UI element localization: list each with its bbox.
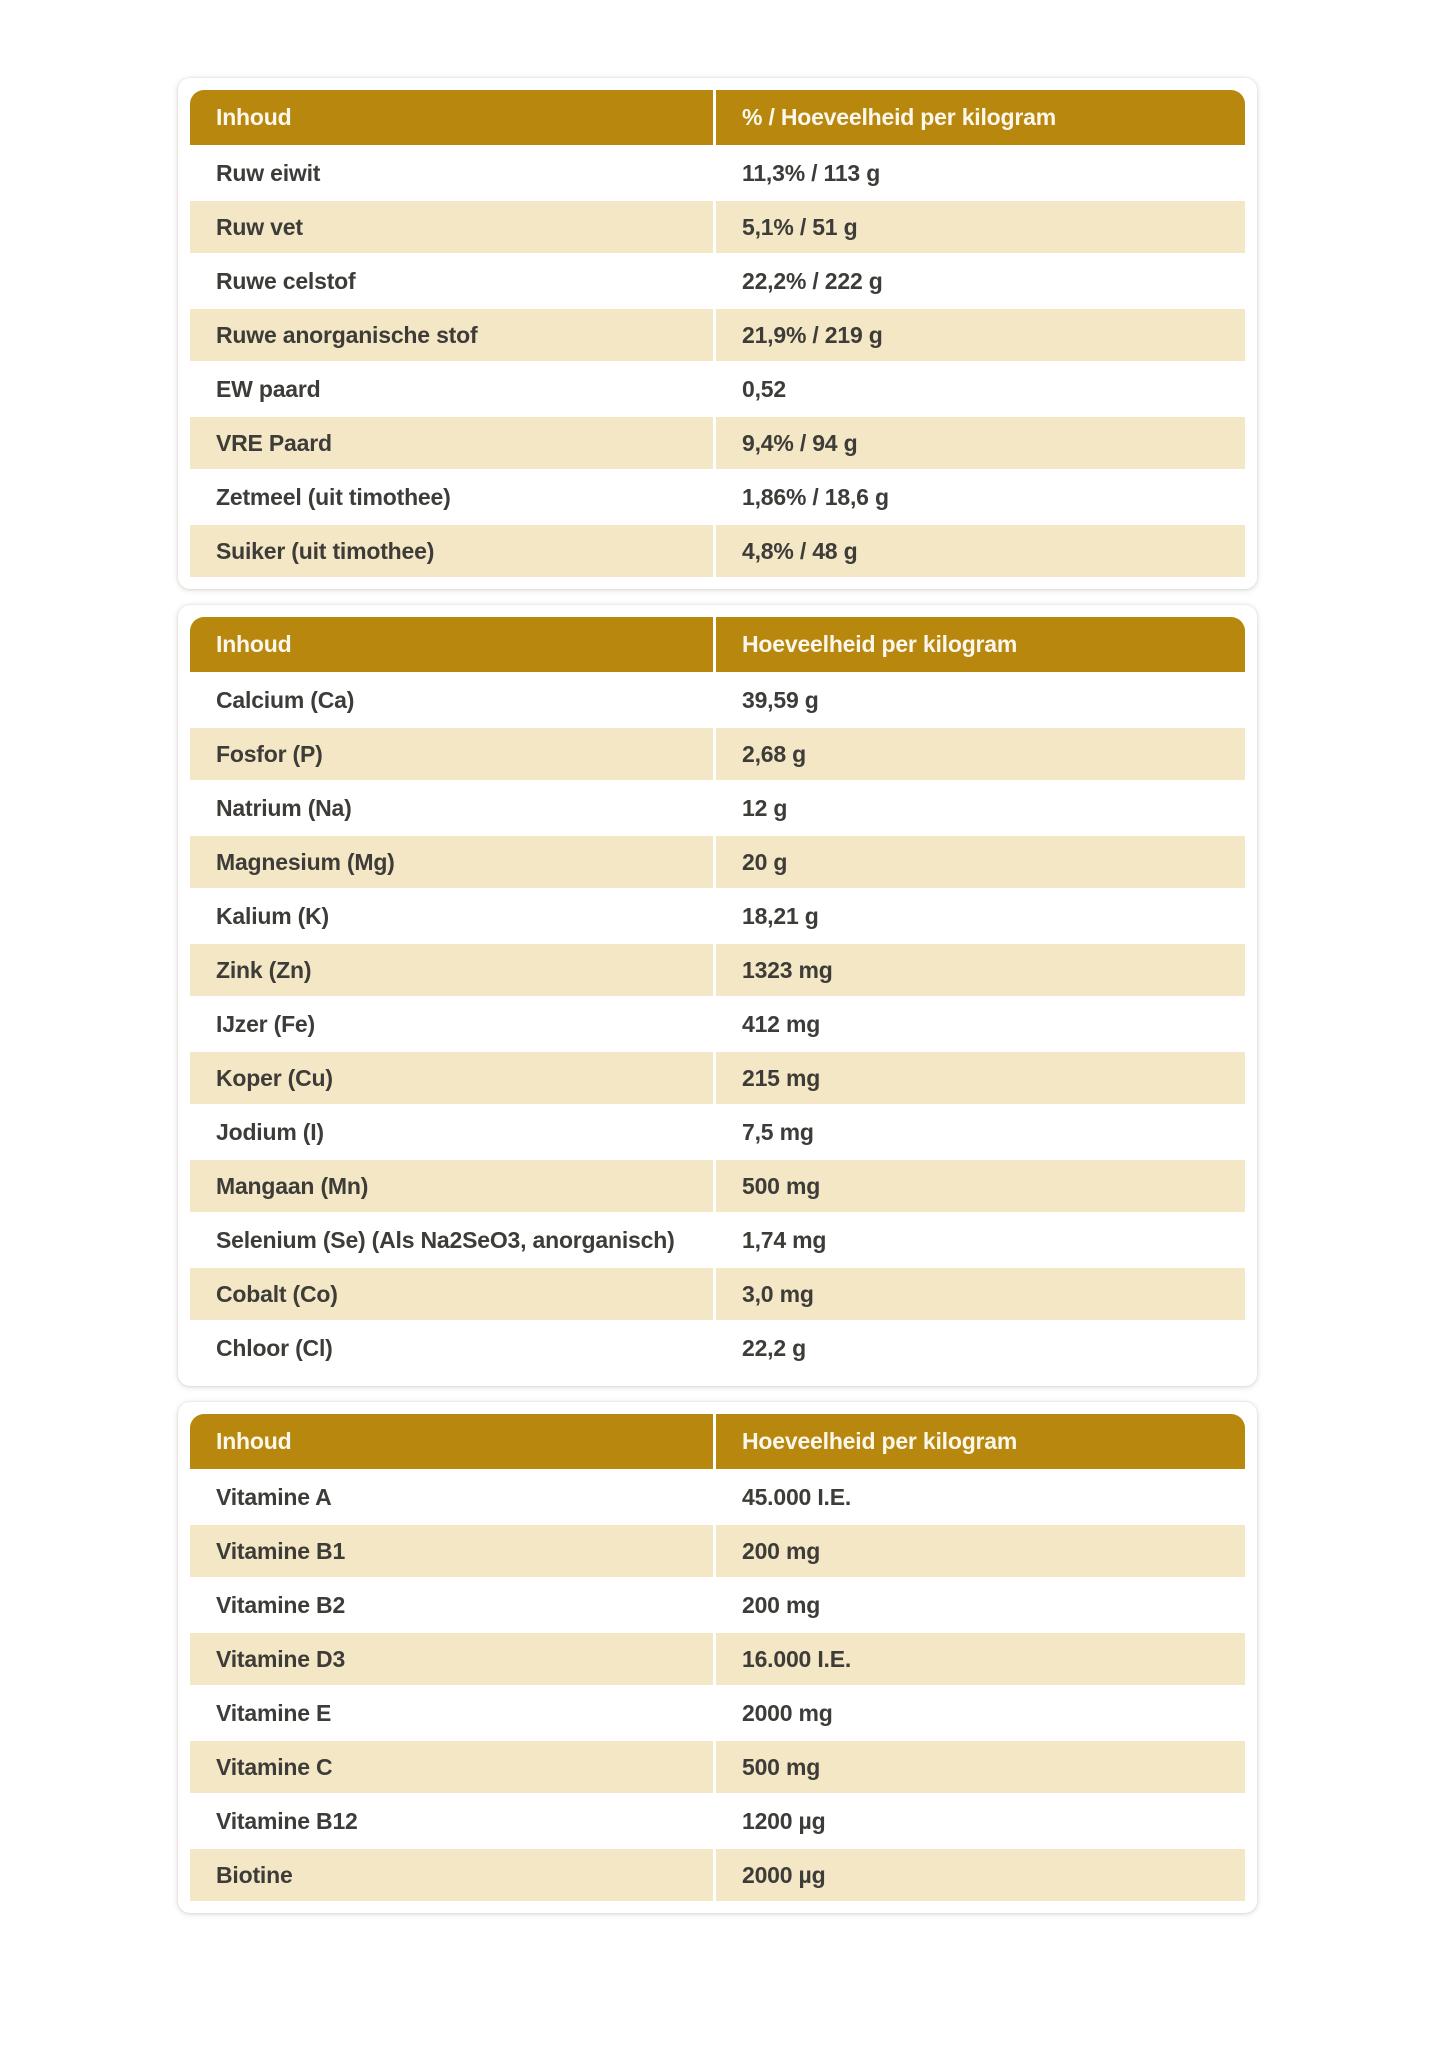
table-row — [190, 1849, 1245, 1901]
row-value: 200 mg — [716, 1579, 1245, 1631]
analytical-constituents-card — [178, 78, 1257, 589]
table-row — [190, 728, 1245, 780]
table-row — [190, 1052, 1245, 1104]
row-label: Cobalt (Co) — [190, 1268, 713, 1320]
table-row — [190, 1579, 1245, 1631]
row-label: Vitamine B2 — [190, 1579, 713, 1631]
column-header: Hoeveelheid per kilogram — [716, 617, 1245, 672]
table-row — [190, 309, 1245, 361]
row-label: Ruwe anorganische stof — [190, 309, 713, 361]
table-row — [190, 363, 1245, 415]
table-row — [190, 944, 1245, 996]
table-row — [190, 525, 1245, 577]
row-label: Natrium (Na) — [190, 782, 713, 834]
row-value: 39,59 g — [716, 674, 1245, 726]
table-row — [190, 998, 1245, 1050]
row-label: IJzer (Fe) — [190, 998, 713, 1050]
row-value: 3,0 mg — [716, 1268, 1245, 1320]
row-label: Biotine — [190, 1849, 713, 1901]
row-value: 4,8% / 48 g — [716, 525, 1245, 577]
row-value: 22,2% / 222 g — [716, 255, 1245, 307]
row-label: Vitamine A — [190, 1471, 713, 1523]
table-row — [190, 1741, 1245, 1793]
row-value: 200 mg — [716, 1525, 1245, 1577]
row-label: Koper (Cu) — [190, 1052, 713, 1104]
table-row — [190, 1322, 1245, 1374]
row-value: 1323 mg — [716, 944, 1245, 996]
row-value: 1,86% / 18,6 g — [716, 471, 1245, 523]
row-label: Selenium (Se) (Als Na2SeO3, anorganisch) — [190, 1214, 713, 1266]
table-row — [190, 1633, 1245, 1685]
table-row — [190, 1268, 1245, 1320]
table-row — [190, 890, 1245, 942]
row-label: Vitamine E — [190, 1687, 713, 1739]
row-value: 500 mg — [716, 1160, 1245, 1212]
table-row — [190, 417, 1245, 469]
table-row — [190, 674, 1245, 726]
table-row — [190, 255, 1245, 307]
row-value: 20 g — [716, 836, 1245, 888]
minerals-table — [190, 617, 1245, 1374]
table-row — [190, 1687, 1245, 1739]
row-value: 11,3% / 113 g — [716, 147, 1245, 199]
row-value: 18,21 g — [716, 890, 1245, 942]
table-row — [190, 1106, 1245, 1158]
row-label: Ruwe celstof — [190, 255, 713, 307]
row-value: 5,1% / 51 g — [716, 201, 1245, 253]
row-value: 12 g — [716, 782, 1245, 834]
table-header-row — [190, 617, 1245, 672]
row-value: 7,5 mg — [716, 1106, 1245, 1158]
row-value: 0,52 — [716, 363, 1245, 415]
row-value: 21,9% / 219 g — [716, 309, 1245, 361]
row-label: Ruw eiwit — [190, 147, 713, 199]
row-value: 500 mg — [716, 1741, 1245, 1793]
row-value: 1,74 mg — [716, 1214, 1245, 1266]
table-header-row — [190, 1414, 1245, 1469]
row-value: 2000 µg — [716, 1849, 1245, 1901]
row-label: Vitamine D3 — [190, 1633, 713, 1685]
table-row — [190, 201, 1245, 253]
column-header: Hoeveelheid per kilogram — [716, 1414, 1245, 1469]
column-header: Inhoud — [190, 90, 713, 145]
row-value: 2,68 g — [716, 728, 1245, 780]
row-value: 9,4% / 94 g — [716, 417, 1245, 469]
row-label: Mangaan (Mn) — [190, 1160, 713, 1212]
row-label: Jodium (I) — [190, 1106, 713, 1158]
row-value: 215 mg — [716, 1052, 1245, 1104]
row-label: Fosfor (P) — [190, 728, 713, 780]
row-value: 2000 mg — [716, 1687, 1245, 1739]
row-label: Magnesium (Mg) — [190, 836, 713, 888]
row-value: 45.000 I.E. — [716, 1471, 1245, 1523]
row-value: 16.000 I.E. — [716, 1633, 1245, 1685]
table-row — [190, 147, 1245, 199]
row-label: Ruw vet — [190, 201, 713, 253]
minerals-card — [178, 605, 1257, 1386]
row-label: Calcium (Ca) — [190, 674, 713, 726]
analytical-constituents-table — [190, 90, 1245, 577]
table-row — [190, 1160, 1245, 1212]
row-label: Vitamine B12 — [190, 1795, 713, 1847]
vitamins-table — [190, 1414, 1245, 1901]
column-header: Inhoud — [190, 1414, 713, 1469]
row-label: Kalium (K) — [190, 890, 713, 942]
row-label: VRE Paard — [190, 417, 713, 469]
column-header: Inhoud — [190, 617, 713, 672]
row-label: Vitamine C — [190, 1741, 713, 1793]
table-row — [190, 471, 1245, 523]
row-label: Zetmeel (uit timothee) — [190, 471, 713, 523]
row-value: 1200 µg — [716, 1795, 1245, 1847]
table-row — [190, 782, 1245, 834]
table-row — [190, 1525, 1245, 1577]
row-label: EW paard — [190, 363, 713, 415]
row-label: Vitamine B1 — [190, 1525, 713, 1577]
row-value: 22,2 g — [716, 1322, 1245, 1374]
row-label: Suiker (uit timothee) — [190, 525, 713, 577]
table-row — [190, 1214, 1245, 1266]
table-row — [190, 1795, 1245, 1847]
row-value: 412 mg — [716, 998, 1245, 1050]
row-label: Zink (Zn) — [190, 944, 713, 996]
table-row — [190, 836, 1245, 888]
table-row — [190, 1471, 1245, 1523]
table-header-row — [190, 90, 1245, 145]
vitamins-card — [178, 1402, 1257, 1913]
row-label: Chloor (Cl) — [190, 1322, 713, 1374]
column-header: % / Hoeveelheid per kilogram — [716, 90, 1245, 145]
